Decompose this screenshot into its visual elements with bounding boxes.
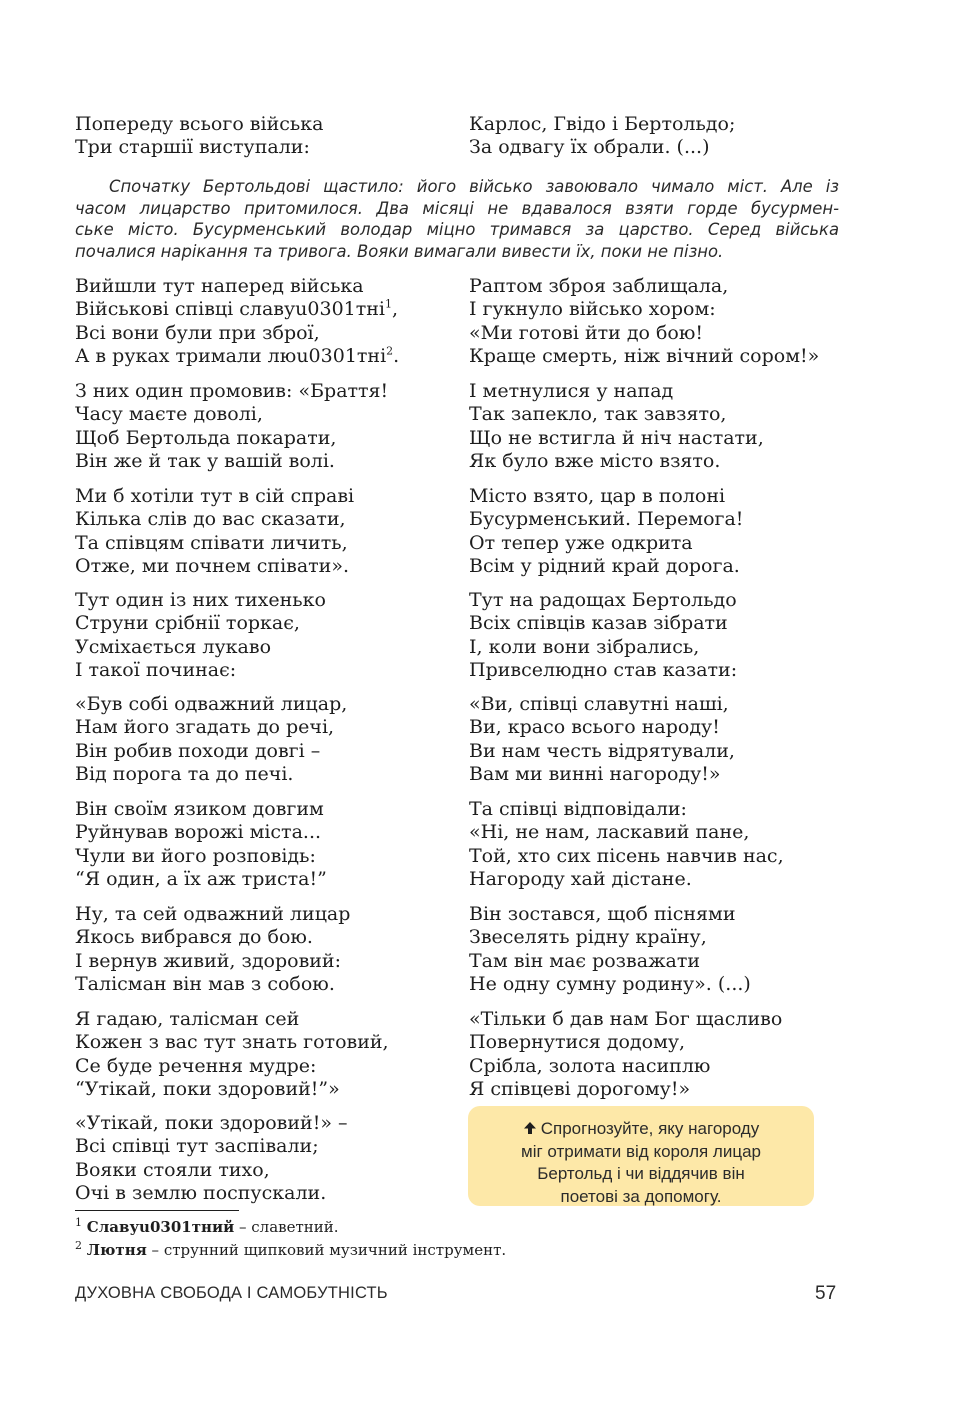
footnote-2: $^2$ Лютня – струнний щипковий музичний інструмент. [75,1239,507,1259]
arrow-up-icon [523,1121,537,1135]
verse-line: Нам його згадать до речі, [75,716,335,739]
left-stanza-2 [75,380,388,473]
intro-verse-left [75,113,323,160]
verse-line: «Ви, співці славутні наші, [469,693,729,715]
right-stanza-1 [469,275,819,368]
verse-line: Срібла, золота насиплю [469,1054,711,1077]
right-stanza-5 [469,693,735,786]
verse-line: Всі співці тут заспівали; [75,1135,319,1158]
verse-line: Привселюдно став казати: [469,658,738,681]
verse-line: Вам ми винні нагороду!» [469,762,721,785]
verse-line: Від порога та до печі. [75,762,294,785]
verse-line: «Утікай, поки здоровий!» – [75,1112,348,1134]
prose-line: Спочатку Бертольдові щастило: його військо завоювало чимало міст. Але із [109,177,839,196]
verse-line: Тут один із них тихенько [75,589,326,611]
left-stanza-1 [75,275,399,368]
verse-line: І вернув живий, здоровий: [75,949,341,972]
verse-line: Щоб Бертольда покарати, [75,426,337,449]
footnote-1: $^1$ Славу u0301 тний – славетний. [75,1216,506,1239]
verse-line: Нагороду хай дістане. [469,867,692,890]
verse-line: “Утікай, поки здоровий!”» [75,1077,340,1100]
verse-line: “Я один, а їх аж триста!” [75,867,327,890]
left-stanza-6 [75,798,327,891]
verse-line: Він же й так у вашій волі. [75,449,335,472]
verse-line: Всім у рідний край дорога. [469,554,740,577]
verse-line: Та співці відповідали: [469,798,687,820]
verse-line: Очі в землю поспускали. [75,1181,327,1204]
verse-line: Чули ви його розповідь: [75,844,316,867]
verse-line: Ми б хотіли тут в сій справі [75,485,355,507]
right-stanza-4 [469,589,737,682]
prediction-callout [468,1106,814,1206]
verse-line: Я гадаю, талісман сей [75,1008,300,1030]
right-stanza-3 [469,485,743,578]
callout-line: Спрогнозуйте, яку нагороду [486,1118,796,1141]
verse-line: Я співцеві дорогому!» [469,1077,691,1100]
verse-line: З них один промовив: «Браття! [75,380,389,402]
verse-line: Раптом зброя заблищала, [469,275,729,297]
verse-line: Кожен з вас тут знать готовий, [75,1031,389,1054]
verse-line: І метнулися у напад [469,380,674,402]
right-stanza-2 [469,380,764,473]
verse-line: Військові співці славу u0301 тні$^1$, [75,298,399,321]
prose-paragraph [75,176,839,262]
stressed-letter: у u0301 [284,298,356,320]
verse-line: Не одну сумну родину». (...) [469,972,751,995]
left-stanza-9 [75,1112,348,1205]
verse-line: Ви, красо всього народу! [469,716,720,739]
footnotes [75,1216,506,1262]
verse-line: Талісман він мав з собою. [75,972,335,995]
verse-line: Струни срібнії торкає, [75,612,300,635]
footnote-divider [75,1210,239,1211]
left-stanza-3 [75,485,354,578]
left-stanza-7 [75,903,350,996]
prose-line: почалися нарікання та тривога. Вояки вимагали вивести їх, поки не пізно. [75,241,724,261]
verse-line: Як було вже місто взято. [469,449,721,472]
prose-line: ське місто. Бусурменський володар міцно тримався за царство. Серед війська [75,220,839,239]
verse-line: Всі вони були при зброї, [75,321,320,344]
verse-line: Так запекло, так завзято, [469,403,727,426]
verse-line: «Ні, не нам, ласкавий пане, [469,821,750,844]
verse-line: Се буде речення мудре: [75,1054,317,1077]
verse-line: І такої починає: [75,658,237,681]
callout-line: міг отримати від короля лицар [521,1141,761,1161]
verse-line: Попереду всього війська [75,113,324,135]
callout-line: поетові за допомогу. [560,1186,722,1206]
verse-line: От тепер уже одкрита [469,531,693,554]
callout-line: Бертольд і чи віддячив він [537,1164,745,1183]
verse-line: Всіх співців казав зібрати [469,612,728,635]
verse-line: «Тільки б дав нам Бог щасливо [469,1008,783,1030]
verse-line: І, коли вони зібрались, [469,635,700,658]
page-number: 57 [815,1283,837,1304]
left-stanza-8 [75,1008,389,1101]
right-stanza-8 [469,1008,782,1101]
verse-line: Тут на радощах Бертольдо [469,589,737,611]
verse-line: І гукнуло військо хором: [469,298,716,321]
right-stanza-6 [469,798,784,891]
verse-line: За одвагу їх обрали. (...) [469,136,710,159]
verse-line: «Ми готові йти до бою! [469,321,704,344]
verse-line: Карлос, Гвідо і Бертольдо; [469,113,736,135]
left-stanza-4 [75,589,326,682]
verse-line: Він робив походи довгі – [75,739,321,762]
verse-line: А в руках тримали лю u0301 тні$^2$. [75,345,399,368]
verse-line: Ну, та сей одважний лицар [75,903,351,925]
verse-line: Якось вибрався до бою. [75,926,313,949]
verse-line: Він зостався, щоб піснями [469,903,736,925]
verse-line: Що не встигла й ніч настати, [469,426,764,449]
verse-line: Та співцям співати личить, [75,531,348,554]
prose-line: часом лицарство притомилося. Два місяці не вдавалося взяти горде бусурмен- [75,198,839,218]
footnote-ref: 2 [386,344,394,358]
intro-verse-right [469,113,735,160]
verse-line: Руйнував ворожі міста... [75,821,322,844]
footnote-ref: 1 [385,297,393,311]
verse-line: Він своїм язиком довгим [75,798,324,820]
verse-line: Краще смерть, ніж вічний сором!» [469,344,820,367]
verse-line: «Був собі одважний лицар, [75,693,348,715]
verse-line: Усміхається лукаво [75,635,272,658]
verse-line: Вийшли тут наперед війська [75,275,364,297]
section-title: ДУХОВНА СВОБОДА І САМОБУТНІСТЬ [75,1284,388,1302]
verse-line: Там він має розважати [469,949,701,972]
right-stanza-7 [469,903,751,996]
verse-line: Повернутися додому, [469,1031,686,1054]
verse-line: Звеселять рідну країну, [469,926,707,949]
verse-line: Місто взято, цар в полоні [469,485,726,507]
stressed-letter: ю u0301 [280,345,357,367]
verse-line: Той, хто сих пісень навчив нас, [469,844,784,867]
verse-line: Ви нам честь відрятували, [469,739,735,762]
left-stanza-5 [75,693,347,786]
verse-line: Отже, ми почнем співати». [75,554,350,577]
verse-line: Бусурменський. Перемога! [469,508,744,531]
verse-line: Кілька слів до вас сказати, [75,508,346,531]
verse-line: Три старшії виступали: [75,136,310,159]
verse-line: Вояки стояли тихо, [75,1158,270,1181]
verse-line: Часу маєте доволі, [75,403,263,426]
